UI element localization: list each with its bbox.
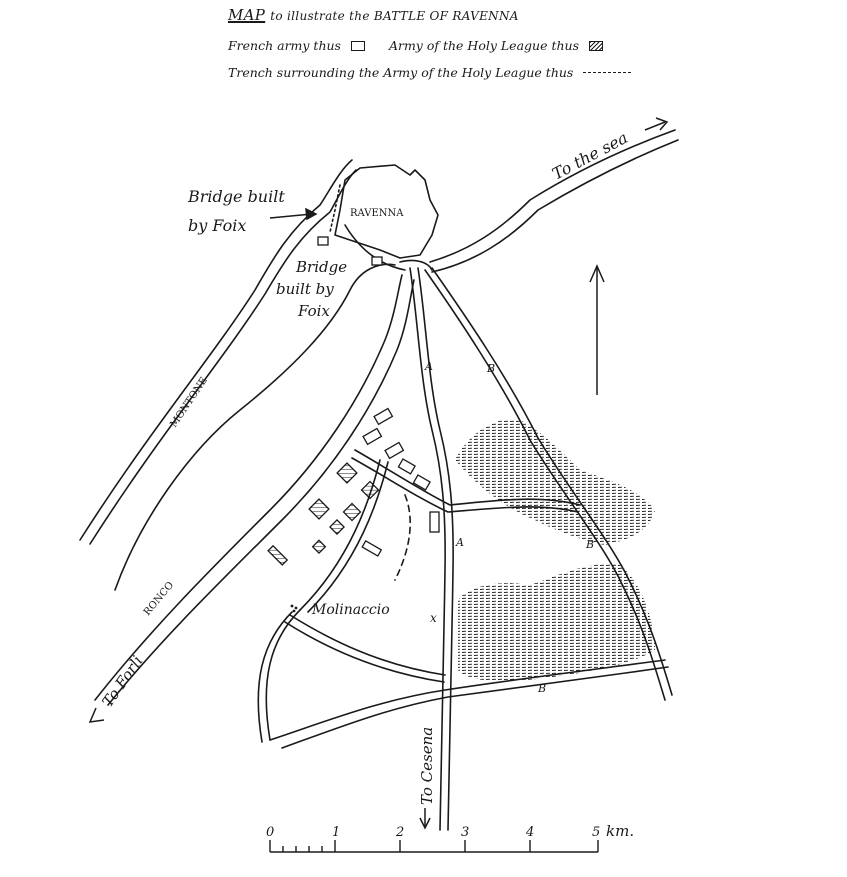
bridge2-label-line3: Foix [298, 302, 330, 320]
road-b-label-south: B [538, 682, 547, 695]
marsh-north [455, 419, 655, 545]
legend-french-label: French army thus [228, 38, 341, 53]
league-unit [268, 546, 287, 565]
marsh-south [458, 564, 655, 681]
league-unit [330, 520, 344, 534]
ravenna-label: RAVENNA [350, 208, 404, 219]
road-b-label-east: B [586, 538, 595, 551]
league-unit [337, 463, 357, 483]
french-unit [318, 237, 328, 245]
molinaccio-marker [291, 605, 298, 613]
forli-arrow-head-icon [90, 708, 104, 722]
molinaccio-road [290, 615, 445, 675]
scale-tick-label: 0 [266, 825, 275, 840]
french-unit [374, 409, 392, 425]
bridge1-label-line1: Bridge built [188, 187, 285, 206]
bridge1-label-line2: by Foix [188, 216, 247, 235]
west-road-b [258, 612, 292, 742]
molinaccio-road-b [285, 622, 444, 682]
french-unit [363, 429, 381, 445]
scale-tick-label: 1 [332, 825, 341, 840]
scale-bar [270, 840, 598, 852]
legend-trench-label: Trench surrounding the Army of the Holy League thus [228, 65, 574, 80]
marsh-areas [455, 419, 655, 681]
french-unit [430, 512, 439, 532]
scale-tick-label: 2 [396, 825, 405, 840]
side-road-b [308, 462, 388, 612]
sea-channel-bank-upper [430, 127, 675, 262]
french-unit [372, 257, 382, 265]
sea-channel-bank-lower [432, 140, 678, 272]
montone-label: MONTONE [168, 375, 210, 430]
league-unit [362, 482, 379, 499]
ronco-river-bank-left [95, 275, 402, 700]
road-b-label-north: B [487, 362, 496, 375]
cross-road-south-b [282, 667, 668, 748]
league-unit [313, 540, 326, 553]
channel-loop [345, 225, 432, 270]
side-road [300, 460, 380, 610]
north-arrow-icon [590, 266, 604, 395]
scale-tick-label: 4 [526, 825, 535, 840]
league-unit [344, 504, 361, 521]
bridge2-label-line1: Bridge [296, 258, 348, 276]
cross-mark: x [430, 611, 437, 625]
west-road [266, 610, 300, 740]
league-unit [309, 499, 329, 519]
road-a-label-north: A [425, 360, 433, 373]
road-a-label-south: A [456, 536, 464, 549]
ronco-label: RONCO [141, 579, 177, 618]
french-unit [385, 443, 403, 459]
french-unit [362, 541, 381, 556]
map-title-prefix: MAP [228, 6, 266, 24]
scale-tick-label: 3 [461, 825, 470, 840]
legend-league-label: Army of the Holy League thus [388, 38, 579, 53]
to-forli-label: To Forli [98, 652, 147, 711]
to-cesena-label: To Cesena [418, 726, 436, 805]
molinaccio-label: Molinaccio [312, 602, 390, 618]
french-unit [413, 475, 430, 490]
bridge2-label-line2: built by [276, 280, 334, 298]
scale-tick-label: 5 [592, 825, 601, 840]
map-title-rest: to illustrate the BATTLE OF RAVENNA [270, 9, 519, 23]
scale-unit-label: km. [606, 822, 635, 840]
to-the-sea-label: To the sea [548, 127, 631, 184]
french-unit [398, 459, 415, 474]
holy-league-trench [395, 495, 410, 580]
